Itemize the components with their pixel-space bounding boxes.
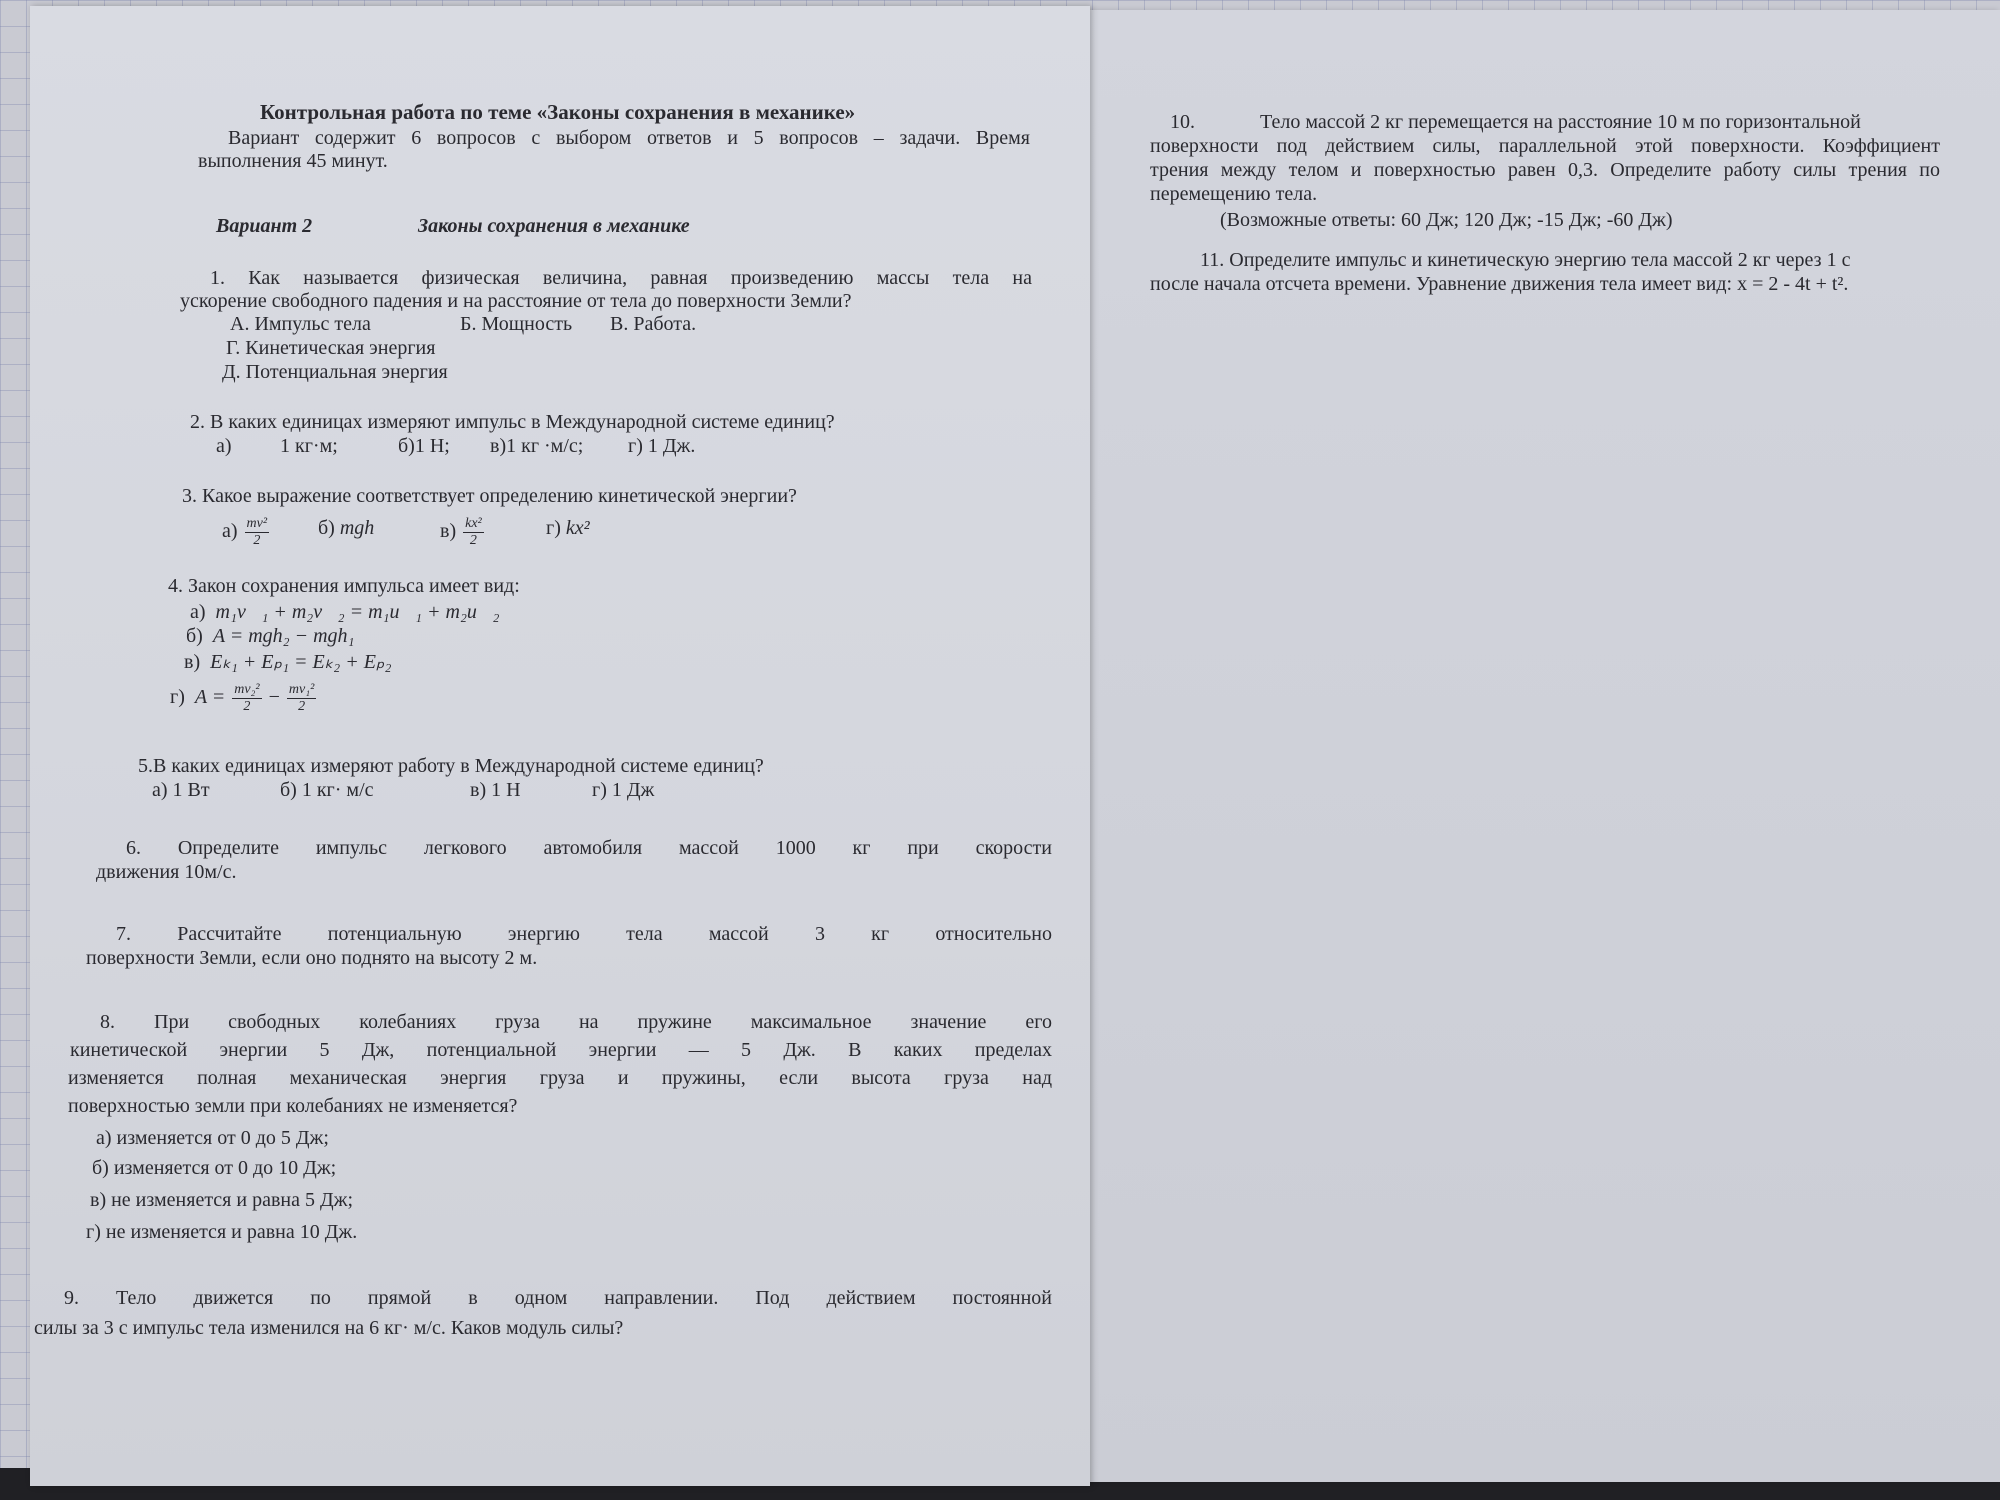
q4-option-a: а) m₁v⃗₁ + m₂v⃗₂ = m₁u⃗₁ + m₂u⃗₂ <box>190 601 500 623</box>
q2-option-b: б)1 Н; <box>398 435 450 457</box>
q3-option-b: б) mgh <box>318 517 375 539</box>
intro-line1: Вариант содержит 6 вопросов с выбором ответов и 5 вопросов – задачи. Время <box>228 127 1030 149</box>
q8-option-d: г) не изменяется и равна 10 Дж. <box>86 1221 358 1243</box>
q4-option-d: г) A = $\frac{\text{mv₂²}}{2}$ − $\frac{\text{mv₁²}}{2}$ <box>170 682 315 714</box>
q2-option-a-value: 1 кг·м; <box>280 435 338 457</box>
q2-text: 2. В каких единицах измеряют импульс в Международной системе единиц? <box>190 411 835 433</box>
q2-option-a: а) <box>216 435 232 457</box>
q1-option-d: Г. Кинетическая энергия <box>226 337 436 359</box>
q8-option-a: а) изменяется от 0 до 5 Дж; <box>96 1127 329 1149</box>
q5-option-c: в) 1 Н <box>470 779 521 801</box>
q10-line4: перемещению тела. <box>1150 183 1318 205</box>
q8-line4: поверхностью земли при колебаниях не изменяется? <box>68 1095 518 1117</box>
q10-line1: Тело массой 2 кг перемещается на расстояние 10 м по горизонтальной <box>1260 111 1861 133</box>
q4-text: 4. Закон сохранения импульса имеет вид: <box>168 575 520 597</box>
variant-label: Вариант 2 <box>216 215 313 237</box>
q1-line1: 1. Как называется физическая величина, равная произведению массы тела на <box>210 267 1032 289</box>
right-page <box>1090 10 2000 1482</box>
q5-option-d: г) 1 Дж <box>592 779 655 801</box>
q5-text: 5.В каких единицах измеряют работу в Международной системе единиц? <box>138 755 764 777</box>
q8-option-c: в) не изменяется и равна 5 Дж; <box>90 1189 353 1211</box>
q9-line2: силы за 3 с импульс тела изменился на 6 кг· м/с. Каков модуль силы? <box>34 1317 624 1339</box>
q4-option-d-fraction2: $\frac{\text{mv₁²}}{2}$ <box>288 682 315 714</box>
intro-line2: выполнения 45 минут. <box>198 150 388 172</box>
q7-line2: поверхности Земли, если оно поднято на высоту 2 м. <box>86 947 538 969</box>
q10-line2: поверхности под действием силы, параллельной этой поверхности. Коэффициент <box>1150 135 1940 157</box>
q3-option-d: г) kx² <box>546 517 590 539</box>
left-page <box>30 6 1090 1486</box>
q8-line2: кинетической энергии 5 Дж, потенциальной энергии — 5 Дж. В каких пределах <box>70 1039 1052 1061</box>
q8-line1: 8. При свободных колебаниях груза на пружине максимальное значение его <box>100 1011 1052 1033</box>
q1-option-a: А. Импульс тела <box>230 313 371 335</box>
q10-number: 10. <box>1170 111 1195 133</box>
q4-option-b: б) A = mgh₂ − mgh₁ <box>186 625 355 647</box>
q8-option-b: б) изменяется от 0 до 10 Дж; <box>92 1157 337 1179</box>
q2-option-d: г) 1 Дж. <box>628 435 696 457</box>
q5-option-a: а) 1 Вт <box>152 779 210 801</box>
q5-option-b: б) 1 кг· м/с <box>280 779 374 801</box>
q6-line1: 6. Определите импульс легкового автомобиля массой 1000 кг при скорости <box>126 837 1052 859</box>
q7-line1: 7. Рассчитайте потенциальную энергию тела массой 3 кг относительно <box>116 923 1052 945</box>
q11-line1: 11. Определите импульс и кинетическую энергию тела массой 2 кг через 1 с <box>1200 249 1851 271</box>
document-title: Контрольная работа по теме «Законы сохранения в механике» <box>260 100 856 124</box>
q9-line1: 9. Тело движется по прямой в одном направлении. Под действием постоянной <box>64 1287 1052 1309</box>
q3-option-a <box>222 516 271 549</box>
q3-text: 3. Какое выражение соответствует определению кинетической энергии? <box>182 485 797 507</box>
q3-option-c: в) $\frac{\text{kx²}}{2}$ <box>440 516 482 548</box>
q4-option-c: в) Eₖ₁ + Eₚ₁ = Eₖ₂ + Eₚ₂ <box>184 651 392 673</box>
q2-option-c: в)1 кг ·м/с; <box>490 435 584 457</box>
q10-answers: (Возможные ответы: 60 Дж; 120 Дж; -15 Дж; -60 Дж) <box>1220 209 1673 231</box>
q3-option-a-fraction: $\frac{\text{mv²}}{2}$ <box>246 516 268 548</box>
q1-line2: ускорение свободного падения и на расстояние от тела до поверхности Земли? <box>180 290 852 312</box>
q1-option-b: Б. Мощность <box>460 313 573 335</box>
q11-line2: после начала отсчета времени. Уравнение движения тела имеет вид: x = 2 - 4t + t². <box>1150 273 1849 295</box>
q1-option-c: В. Работа. <box>610 313 697 335</box>
q1-option-e: Д. Потенциальная энергия <box>222 361 448 383</box>
q3-option-a-label: а) <box>222 520 238 543</box>
q3-option-c-fraction: $\frac{\text{kx²}}{2}$ <box>465 516 482 548</box>
variant-topic: Законы сохранения в механике <box>418 215 690 237</box>
q4-option-d-fraction1: $\frac{\text{mv₂²}}{2}$ <box>234 682 260 714</box>
q10-line3: трения между телом и поверхностью равен 0,3. Определите работу силы трения по <box>1150 159 1940 181</box>
q8-line3: изменяется полная механическая энергия груза и пружины, если высота груза над <box>68 1067 1052 1089</box>
q6-line2: движения 10м/с. <box>96 861 237 883</box>
